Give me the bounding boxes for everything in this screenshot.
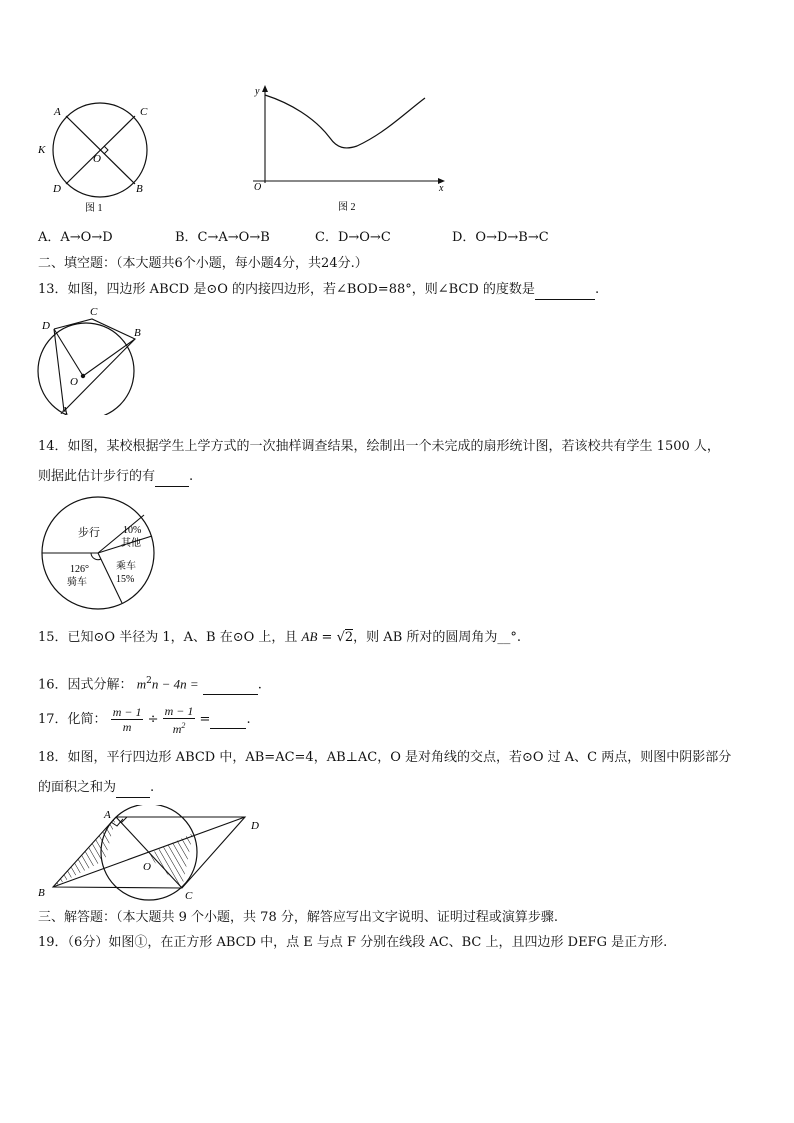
q16-answer-blank[interactable] xyxy=(203,676,258,695)
q13-end: . xyxy=(594,282,600,297)
q17-eq: = xyxy=(199,712,211,727)
q14-answer-blank[interactable] xyxy=(155,468,189,487)
pie-label-other: 其他 xyxy=(121,538,141,549)
q13-line-bo xyxy=(83,339,135,376)
q12-option-b: B．C→A→O→B xyxy=(175,230,270,245)
fig2-label-y: y xyxy=(255,86,260,97)
question-14-line1: 14．如图，某校根据学生上学方式的一次抽样调查结果，绘制出一个未完成的扇形统计图，若该校共有学生 1500 人， xyxy=(38,439,720,454)
question-14-line2 xyxy=(38,468,193,487)
q18-label-c: C xyxy=(185,890,193,901)
q18-end: . xyxy=(150,780,155,795)
q17-f2-den-base: m xyxy=(172,721,182,736)
q12-option-a: A．A→O→D xyxy=(38,230,113,245)
q13-label-b: B xyxy=(134,327,141,339)
pie-label-bike: 骑车 xyxy=(67,577,87,588)
q15-text-a: 15．已知⊙O 半径为 1，A、B 在⊙O 上，且 xyxy=(38,630,298,645)
fig2-caption: 图 2 xyxy=(338,202,356,213)
q17-fraction-1 xyxy=(111,705,144,734)
q16-expr-m: m xyxy=(136,676,147,692)
q18-label-d: D xyxy=(251,820,259,832)
q17-end: . xyxy=(246,712,251,727)
section-3-heading: 三、解答题：（本大题共 9 个小题，共 78 分，解答应写出文字说明、证明过程或演算步骤. xyxy=(38,910,558,925)
fig2-y-arrow xyxy=(262,85,268,92)
q13-label-a: A xyxy=(61,405,68,415)
q18-answer-blank[interactable] xyxy=(116,779,150,798)
pie-label-bus: 乘车 xyxy=(116,561,136,572)
q17-answer-blank[interactable] xyxy=(210,712,246,729)
q18-label-b: B xyxy=(38,887,45,899)
q18-label-a: A xyxy=(104,809,111,821)
q17-text: 17．化简： xyxy=(38,712,107,727)
q13-circle xyxy=(38,323,134,415)
q17-f1-denominator: m xyxy=(122,720,132,734)
q15-sqrt-value: 2 xyxy=(344,630,354,645)
fig1-label-a: A xyxy=(54,106,61,118)
pie-label-walk: 步行 xyxy=(78,527,100,539)
fig1-caption: 图 1 xyxy=(85,203,103,214)
q13-label-c: C xyxy=(90,306,98,318)
q17-f2-numerator: m − 1 xyxy=(164,703,194,718)
question-19: 19．（6分）如图①，在正方形 ABCD 中，点 E 与点 F 分别在线段 AC、BC 上，且四边形 DEFG 是正方形. xyxy=(38,935,668,950)
q15-math-ab: AB xyxy=(301,629,318,644)
q13-center-dot xyxy=(81,374,85,378)
question-15 xyxy=(38,628,521,647)
q13-quad xyxy=(54,319,135,411)
q12-option-d: D．O→D→B→C xyxy=(452,230,549,245)
fig1-label-c: C xyxy=(140,106,148,118)
q18-text: 的面积之和为 xyxy=(38,780,117,795)
q14-text: 则据此估计步行的有 xyxy=(38,469,156,484)
q16-expr-exp: 2 xyxy=(146,676,152,686)
question-16 xyxy=(38,672,262,695)
question-18-line2 xyxy=(38,779,154,798)
q16-end: . xyxy=(257,677,262,693)
fig2-label-o: O xyxy=(254,182,262,193)
fig1-label-o: O xyxy=(93,153,101,165)
figure-1-circle xyxy=(30,95,170,220)
q17-operator: ÷ xyxy=(147,712,159,727)
q18-diagonal-bd xyxy=(53,817,245,887)
q15-sqrt-symbol: √ xyxy=(336,630,345,645)
q14-pie-chart xyxy=(38,496,160,612)
fig1-label-b: B xyxy=(136,183,143,195)
question-17 xyxy=(38,702,251,738)
q15-text-b: ，则 AB 所对的圆周角为__°. xyxy=(353,630,522,645)
pie-label-other-pct: 10% xyxy=(123,525,142,536)
fig1-label-d: D xyxy=(53,183,61,195)
q13-label-o: O xyxy=(70,376,78,388)
fig2-curve xyxy=(265,95,425,148)
question-13 xyxy=(38,281,599,300)
q16-text: 16．因式分解： xyxy=(38,677,133,693)
q12-option-c: C．D→O→C xyxy=(315,230,391,245)
q17-f2-denominator xyxy=(163,719,196,736)
q13-text: 13．如图，四边形 ABCD 是⊙O 的内接四边形，若∠BOD=88°，则∠BCD 的度数是 xyxy=(38,282,535,297)
section-2-heading: 二、填空题：（本大题共6个小题，每小题4分，共24分.） xyxy=(38,256,368,271)
q18-label-o: O xyxy=(143,861,151,873)
fig2-label-x: x xyxy=(439,183,444,194)
q15-eq: = xyxy=(317,630,337,645)
q18-figure xyxy=(35,805,270,901)
q13-figure xyxy=(32,303,147,415)
q16-expr-rest: n − 4n = xyxy=(151,676,199,692)
q17-f1-numerator: m − 1 xyxy=(112,705,142,719)
figure-2-graph xyxy=(245,83,455,215)
pie-label-bike-angle: 126° xyxy=(70,564,89,575)
q14-end: . xyxy=(189,469,194,484)
fig1-right-angle xyxy=(104,146,108,154)
q13-label-d: D xyxy=(42,320,50,332)
fig1-label-k: K xyxy=(38,144,46,156)
q17-f2-den-exp: 2 xyxy=(181,720,186,730)
question-18-line1: 18．如图，平行四边形 ABCD 中，AB=AC=4，AB⊥AC，O 是对角线的交点，若⊙O 过 A、C 两点，则图中阴影部分 xyxy=(38,750,732,765)
q13-answer-blank[interactable] xyxy=(535,281,595,300)
q17-fraction-2 xyxy=(163,704,196,736)
q18-shade-right xyxy=(147,833,193,888)
pie-label-bus-pct: 15% xyxy=(116,574,135,585)
